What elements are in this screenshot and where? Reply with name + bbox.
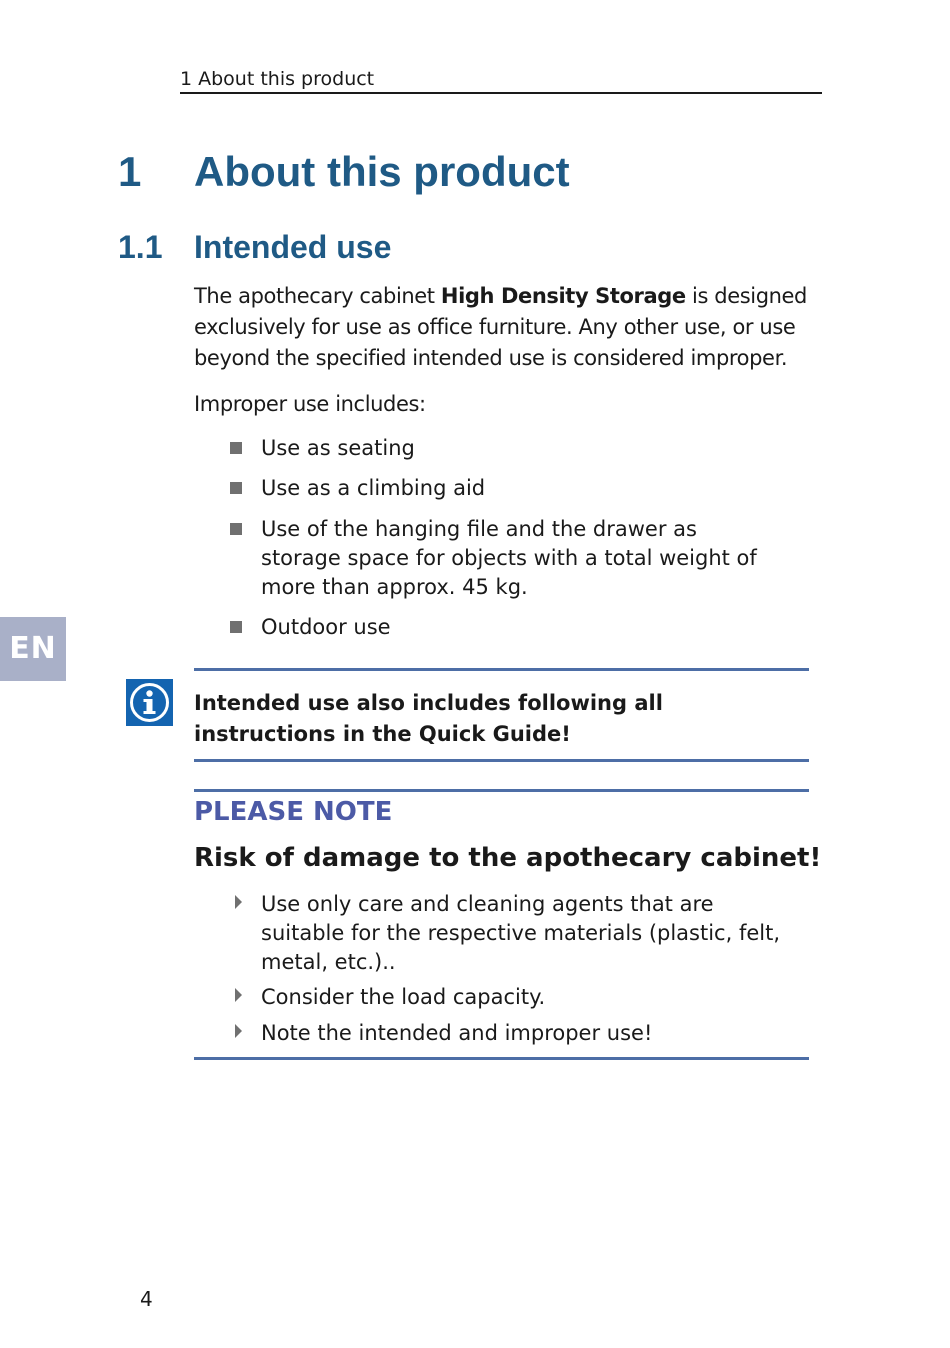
info-icon xyxy=(126,679,173,726)
page-number: 4 xyxy=(140,1287,153,1311)
info-box-bottom-rule xyxy=(194,759,809,762)
info-box-text: Intended use also includes following all instructions in the Quick Guide! xyxy=(194,691,663,746)
square-bullet-icon xyxy=(230,523,242,535)
chapter-number: 1 xyxy=(118,148,142,195)
note-label: PLEASE NOTE xyxy=(194,797,393,827)
note-top-rule xyxy=(194,789,809,792)
section-number: 1.1 xyxy=(118,229,163,265)
list-item-text: Use of the hanging file and the drawer as storage space for objects with a total weight of more than approx. 45 kg. xyxy=(261,517,757,599)
square-bullet-icon xyxy=(230,482,242,494)
note-title: Risk of damage to the apothecary cabinet! xyxy=(194,843,822,873)
triangle-bullet-icon xyxy=(235,1024,242,1038)
info-box-top-rule xyxy=(194,668,809,671)
improper-use-intro: Improper use includes: xyxy=(194,392,426,416)
list-item-text: Use only care and cleaning agents that are suitable for the respective materials (plastic, felt, metal, etc.).. xyxy=(261,892,781,974)
triangle-bullet-icon xyxy=(235,895,242,909)
list-item-text: Note the intended and improper use! xyxy=(261,1021,653,1045)
intro-paragraph xyxy=(194,281,814,374)
triangle-bullet-icon xyxy=(235,988,242,1002)
intro-text-end: is designed exclusively for use as office furniture. Any other use, or use beyond the specified intended use is considered improper. xyxy=(194,284,807,370)
language-tab: EN xyxy=(0,617,66,681)
list-item-text: Outdoor use xyxy=(261,615,391,639)
list-item-text: Use as seating xyxy=(261,436,415,460)
product-name: High Density Storage xyxy=(440,284,686,308)
chapter-title: About this product xyxy=(194,148,570,195)
running-header: 1 About this product xyxy=(180,66,822,94)
note-bottom-rule xyxy=(194,1057,809,1060)
list-item-text: Use as a climbing aid xyxy=(261,476,486,500)
section-title: Intended use xyxy=(194,229,392,265)
intro-text-start: The apothecary cabinet xyxy=(194,284,441,308)
list-item-text: Consider the load capacity. xyxy=(261,985,546,1009)
square-bullet-icon xyxy=(230,621,242,633)
square-bullet-icon xyxy=(230,442,242,454)
